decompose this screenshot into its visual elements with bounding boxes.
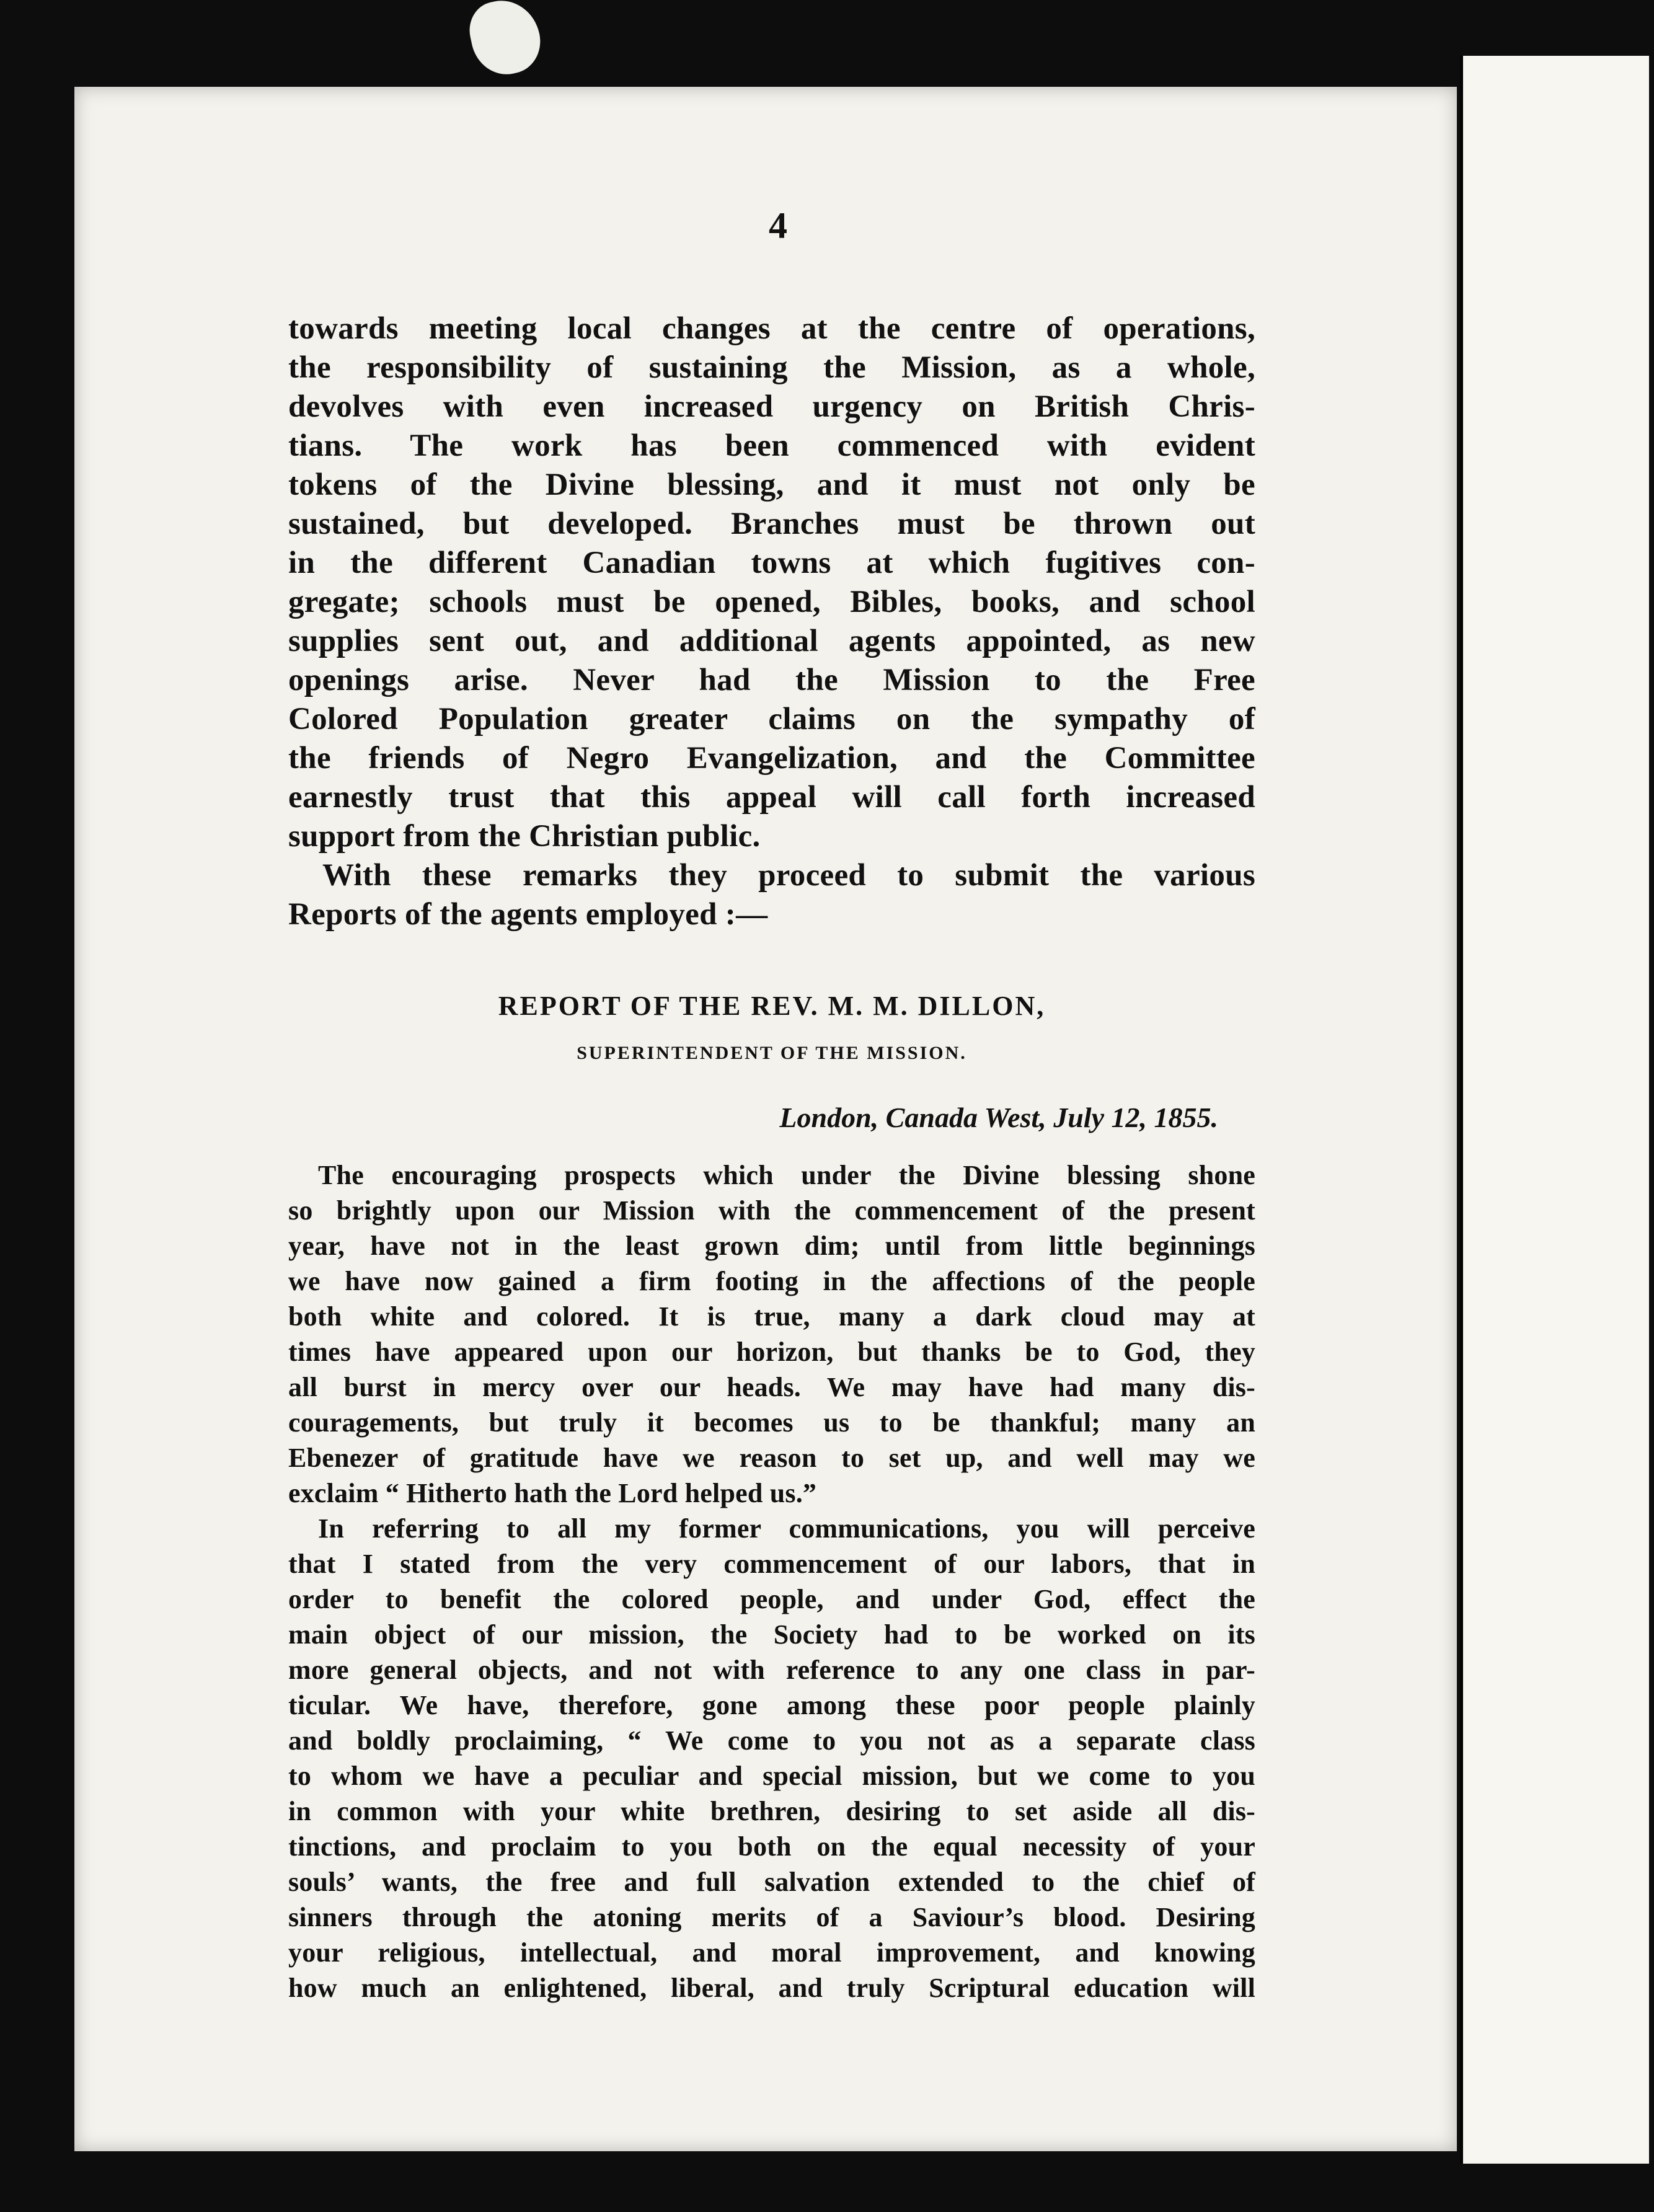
report-paragraph-2 <box>288 1511 1255 2006</box>
text-line: how much an enlightened, liberal, and truly Scriptural education will <box>288 1973 1255 2003</box>
text-line: we have now gained a firm footing in the affections of the people <box>288 1266 1255 1296</box>
page-number: 4 <box>769 205 787 246</box>
text-line: gregate; schools must be opened, Bibles, books, and school <box>288 585 1255 619</box>
text-line: devolves with even increased urgency on British Chris- <box>288 389 1255 424</box>
text-line: openings arise. Never had the Mission to the Free <box>288 663 1255 697</box>
text-line: support from the Christian public. <box>288 819 761 854</box>
text-line: year, have not in the least grown dim; until from little beginnings <box>288 1231 1255 1261</box>
text-line: ticular. We have, therefore, gone among these poor people plainly <box>288 1690 1255 1720</box>
text-line: both white and colored. It is true, many a dark cloud may at <box>288 1301 1255 1332</box>
text-line: couragements, but truly it becomes us to be thankful; many an <box>288 1407 1255 1438</box>
intro-paragraph <box>288 309 1255 856</box>
text-line: exclaim “ Hitherto hath the Lord helped us.” <box>288 1478 817 1508</box>
text-line: that I stated from the very commencement of our labors, that in <box>288 1549 1255 1579</box>
report-subheading: SUPERINTENDENT OF THE MISSION. <box>577 1043 967 1063</box>
text-line: main object of our mission, the Society had to be worked on its <box>288 1619 1255 1650</box>
text-line: Ebenezer of gratitude have we reason to set up, and well may we <box>288 1443 1255 1473</box>
page-text <box>288 205 1255 2006</box>
text-line: sustained, but developed. Branches must be thrown out <box>288 507 1255 541</box>
report-paragraph-1 <box>288 1157 1255 1511</box>
text-line: Colored Population greater claims on the sympathy of <box>288 702 1255 737</box>
text-line: so brightly upon our Mission with the commencement of the present <box>288 1195 1255 1226</box>
text-line: and boldly proclaiming, “ We come to you not as a separate class <box>288 1725 1255 1756</box>
text-line: In referring to all my former communications, you will perceive <box>318 1513 1255 1544</box>
text-line: times have appeared upon our horizon, but thanks be to God, they <box>288 1337 1255 1367</box>
text-line: your religious, intellectual, and moral improvement, and knowing <box>288 1937 1255 1968</box>
text-line: souls’ wants, the free and full salvation extended to the chief of <box>288 1867 1255 1897</box>
text-line: towards meeting local changes at the centre of operations, <box>288 311 1255 346</box>
text-line: supplies sent out, and additional agents appointed, as new <box>288 624 1255 658</box>
closing-paragraph <box>288 856 1255 934</box>
text-line: sinners through the atoning merits of a Saviour’s blood. Desiring <box>288 1902 1255 1932</box>
text-line: to whom we have a peculiar and special mission, but we come to you <box>288 1761 1255 1791</box>
text-line: The encouraging prospects which under the Divine blessing shone <box>318 1160 1255 1190</box>
text-line: more general objects, and not with reference to any one class in par- <box>288 1655 1255 1685</box>
torn-paper-fragment <box>464 0 547 81</box>
text-line: the responsibility of sustaining the Mission, as a whole, <box>288 350 1255 385</box>
text-line: in common with your white brethren, desiring to set aside all dis- <box>288 1796 1255 1826</box>
text-line: order to benefit the colored people, and under God, effect the <box>288 1584 1255 1614</box>
text-line: With these remarks they proceed to submit the various <box>322 858 1255 893</box>
text-line: in the different Canadian towns at which fugitives con- <box>288 546 1255 580</box>
report-heading: REPORT OF THE REV. M. M. DILLON, <box>498 991 1046 1021</box>
text-line: all burst in mercy over our heads. We may have had many dis- <box>288 1372 1255 1402</box>
text-line: Reports of the agents employed :— <box>288 897 768 932</box>
text-line: tokens of the Divine blessing, and it must not only be <box>288 467 1255 502</box>
facing-page-edge <box>1463 56 1649 2164</box>
report-dateline: London, Canada West, July 12, 1855. <box>779 1102 1218 1133</box>
text-line: earnestly trust that this appeal will call forth increased <box>288 780 1255 815</box>
text-line: the friends of Negro Evangelization, and the Committee <box>288 741 1255 776</box>
text-line: tians. The work has been commenced with evident <box>288 428 1255 463</box>
text-line: tinctions, and proclaim to you both on the equal necessity of your <box>288 1831 1255 1862</box>
